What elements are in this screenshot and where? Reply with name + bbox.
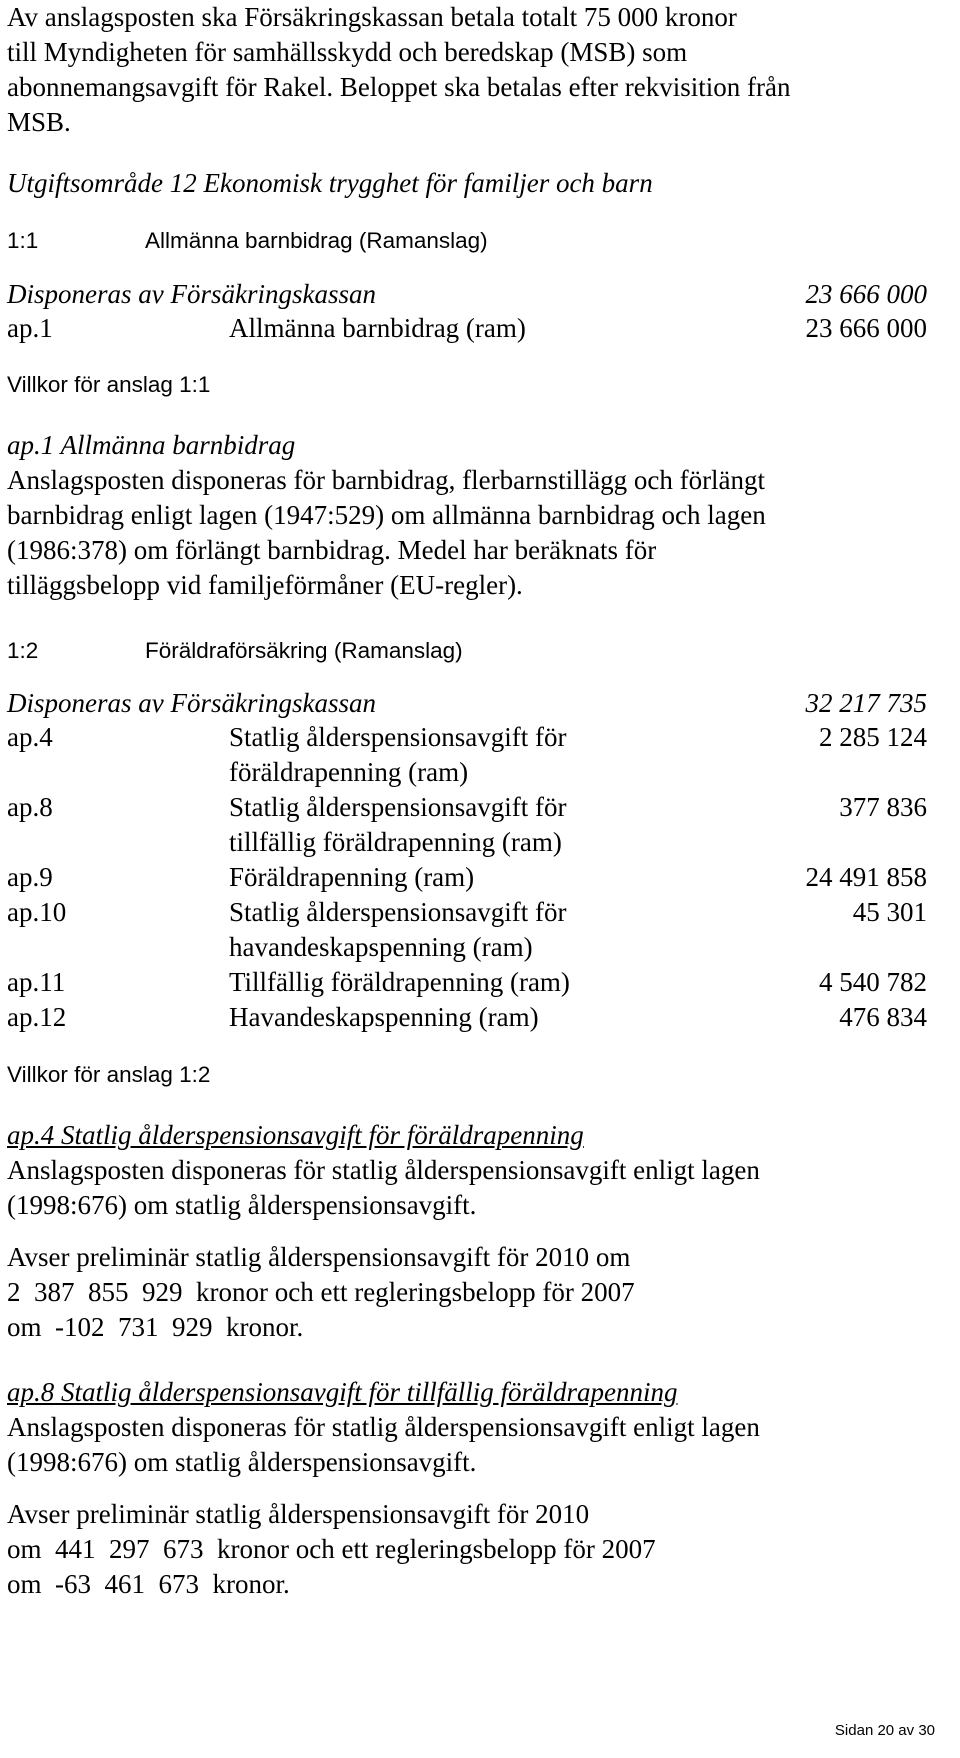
villkor-1-2-ap8 [7, 1375, 927, 1480]
budget-row-ap: ap.12 [7, 1002, 67, 1032]
villkor-1-2-ap4 [7, 1118, 927, 1223]
page-number: Sidan 20 av 30 [834, 1722, 935, 1739]
body-line: barnbidrag enligt lagen (1947:529) om allmänna barnbidrag och lagen [7, 500, 766, 530]
disposed-row-1-2 [7, 686, 927, 721]
anslag-number: 1:1 [7, 228, 39, 253]
intro-line: Av anslagsposten ska Försäkringskassan betala totalt 75 000 kronor [7, 2, 737, 32]
body-line: 2 387 855 929 kronor och ett regleringsbelopp för 2007 [7, 1277, 635, 1307]
budget-row-ap: ap.11 [7, 967, 66, 997]
body-line: om -102 731 929 kronor. [7, 1312, 304, 1342]
disposed-amount: 23 666 000 [805, 279, 927, 309]
budget-row-desc [229, 720, 699, 790]
disposed-row-1-1 [7, 277, 927, 312]
anslag-number: 1:2 [7, 638, 39, 663]
villkor-subheading: ap.1 Allmänna barnbidrag [7, 430, 296, 460]
body-line: Avser preliminär statlig ålderspensionsavgift för 2010 [7, 1499, 590, 1529]
budget-row-amount: 4 540 782 [819, 967, 927, 997]
budget-row-desc [229, 895, 699, 965]
villkor-subheading: ap.4 Statlig ålderspensionsavgift för föräldrapenning [7, 1120, 584, 1150]
villkor-heading-1-1: Villkor för anslag 1:1 [7, 372, 211, 397]
villkor-1-2-ap4-amounts [7, 1240, 927, 1345]
body-line: (1998:676) om statlig ålderspensionsavgift. [7, 1447, 477, 1477]
budget-row-amount: 24 491 858 [805, 862, 927, 892]
body-line: tilläggsbelopp vid familjeförmåner (EU-regler). [7, 570, 523, 600]
budget-row-ap: ap.8 [7, 792, 53, 822]
body-line: (1986:378) om förlängt barnbidrag. Medel har beräknats för [7, 535, 657, 565]
budget-row-amount: 23 666 000 [805, 313, 927, 343]
villkor-1-1-body [7, 428, 927, 603]
body-line: (1998:676) om statlig ålderspensionsavgift. [7, 1190, 477, 1220]
body-line: Anslagsposten disponeras för barnbidrag, flerbarnstillägg och förlängt [7, 465, 766, 495]
anslag-title: Föräldraförsäkring (Ramanslag) [145, 638, 463, 663]
villkor-1-2-ap8-amounts [7, 1497, 927, 1602]
budget-row-ap: ap.9 [7, 862, 53, 892]
body-line: om 441 297 673 kronor och ett regleringsbelopp för 2007 [7, 1534, 656, 1564]
desc-line: Statlig ålderspensionsavgift för [229, 897, 567, 927]
desc-line: Statlig ålderspensionsavgift för [229, 792, 567, 822]
anslag-heading-1-2 [7, 636, 463, 666]
budget-row-desc [229, 790, 699, 860]
intro-paragraph [7, 0, 791, 140]
intro-line: abonnemangsavgift för Rakel. Beloppet ska betalas efter rekvisition från [7, 72, 791, 102]
budget-row-amount: 2 285 124 [819, 722, 927, 752]
anslag-title: Allmänna barnbidrag (Ramanslag) [145, 228, 488, 253]
budget-row-amount: 45 301 [852, 897, 927, 927]
body-line: Avser preliminär statlig ålderspensionsavgift för 2010 om [7, 1242, 631, 1272]
intro-line: till Myndigheten för samhällsskydd och beredskap (MSB) som [7, 37, 688, 67]
budget-row-ap: ap.4 [7, 722, 53, 752]
villkor-heading-1-2: Villkor för anslag 1:2 [7, 1062, 211, 1087]
body-line: Anslagsposten disponeras för statlig ålderspensionsavgift enligt lagen [7, 1155, 760, 1185]
budget-row-desc: Allmänna barnbidrag (ram) [229, 313, 526, 343]
desc-line: föräldrapenning (ram) [229, 757, 469, 787]
budget-row-desc: Föräldrapenning (ram) [229, 862, 475, 892]
budget-row-amount: 476 834 [839, 1002, 927, 1032]
desc-line: Statlig ålderspensionsavgift för [229, 722, 567, 752]
villkor-subheading: ap.8 Statlig ålderspensionsavgift för tillfällig föräldrapenning [7, 1377, 678, 1407]
budget-row-desc: Tillfällig föräldrapenning (ram) [229, 967, 570, 997]
disposed-label: Disponeras av Försäkringskassan [7, 279, 376, 309]
desc-line: havandeskapspenning (ram) [229, 932, 533, 962]
intro-line: MSB. [7, 107, 71, 137]
budget-row-ap: ap.1 [7, 313, 53, 343]
disposed-label: Disponeras av Försäkringskassan [7, 688, 376, 718]
disposed-amount: 32 217 735 [805, 688, 927, 718]
body-line: om -63 461 673 kronor. [7, 1569, 290, 1599]
budget-row-amount: 377 836 [839, 792, 927, 822]
body-line: Anslagsposten disponeras för statlig ålderspensionsavgift enligt lagen [7, 1412, 760, 1442]
desc-line: tillfällig föräldrapenning (ram) [229, 827, 562, 857]
expenditure-area-title: Utgiftsområde 12 Ekonomisk trygghet för familjer och barn [7, 168, 653, 198]
anslag-heading-1-1 [7, 226, 488, 256]
budget-row-ap: ap.10 [7, 897, 67, 927]
budget-row-desc: Havandeskapspenning (ram) [229, 1002, 539, 1032]
